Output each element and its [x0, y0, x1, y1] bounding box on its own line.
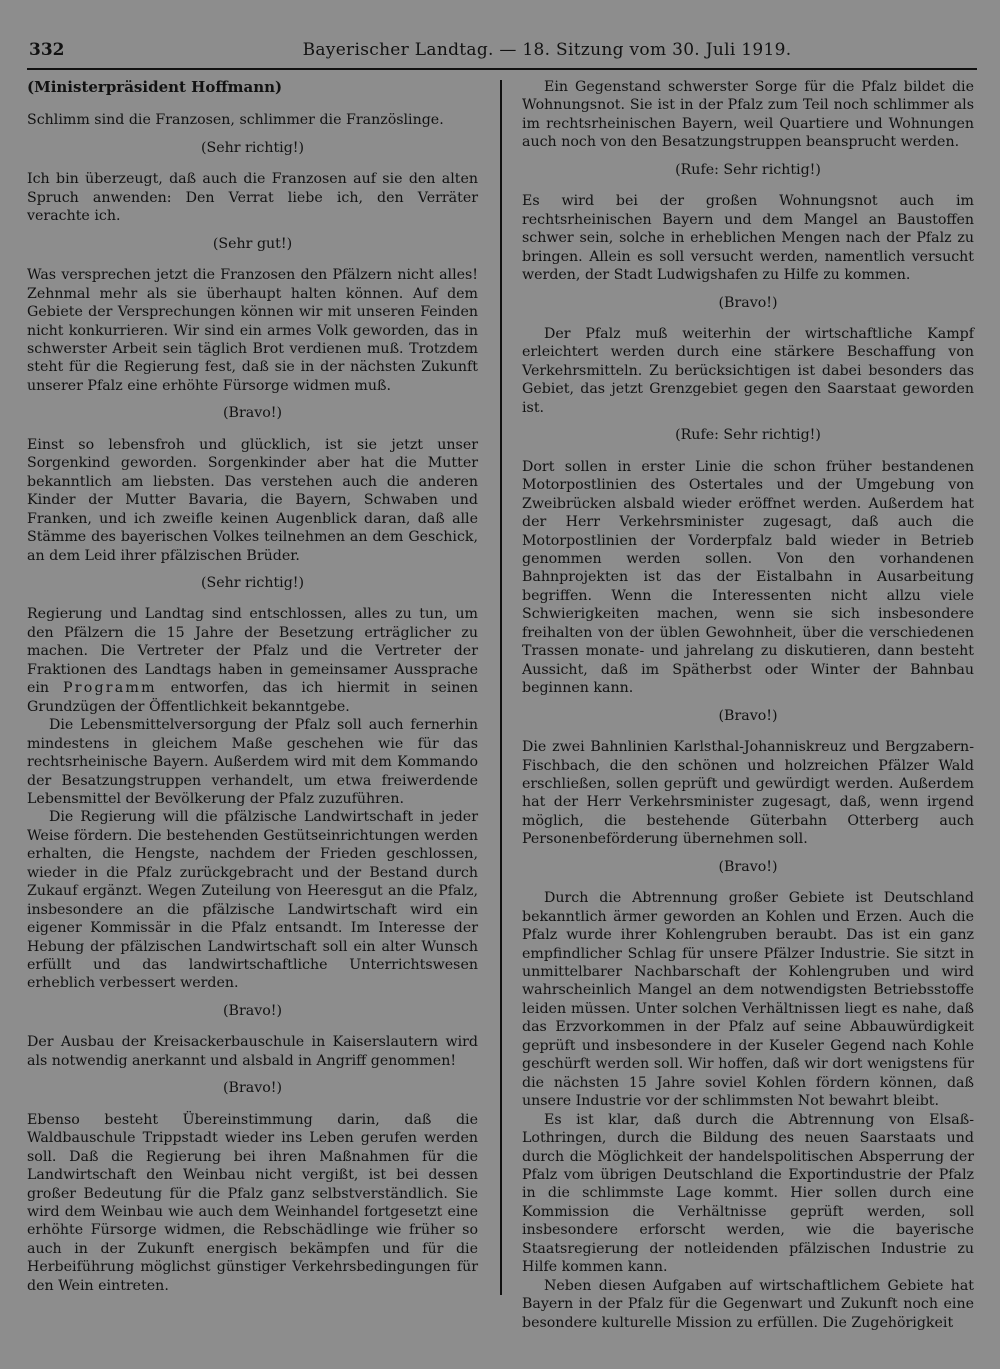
- running-title: Bayerischer Landtag. — 18. Sitzung vom 30. Juli 1919.: [302, 40, 792, 60]
- audience-reaction: (Bravo!): [223, 405, 282, 422]
- audience-reaction: (Bravo!): [223, 1002, 282, 1019]
- paragraph: Es wird bei der großen Wohnungsnot auch im rechtsrheinischen Bayern und dem Mangel an Baustoffen schwer sein, solche in erheblichen Mengen nach der Pfalz zu bringen. Allein es soll versucht werden, namentlich versucht werden, der Stadt Ludwigshafen zu Hilfe zu kommen.: [522, 193, 974, 284]
- audience-reaction: (Bravo!): [718, 858, 778, 875]
- audience-reaction: (Bravo!): [223, 1080, 282, 1097]
- paragraph: Die Lebensmittelversorgung der Pfalz soll auch fernerhin mindestens in gleichem Maße geschehen wie für das rechtsrheinische Bayern. Außerdem wird mit dem Kommando der Besatzungstruppen verhandelt, um etwa freiwerdende Lebensmittel der Bevölkerung der Pfalz zuzuführen.: [27, 717, 478, 807]
- audience-reaction: (Sehr richtig!): [200, 139, 305, 156]
- paragraph: Schlimm sind die Franzosen, schlimmer die Französlinge.: [27, 112, 444, 129]
- paragraph: Ebenso besteht Übereinstimmung darin, daß die Waldbauschule Trippstadt wieder ins Leben gerufen werden soll. Daß die Regierung bei ihren Maßnahmen für die Landwirtschaft den Weinbau nicht vergißt, ist bei dessen großer Bedeutung für die Pfalz ganz selbstverständlich. Sie wird dem Weinbau wie auch dem Weinhandel fortgesetzt eine erhöhte Fürsorge widmen, die Rebschädlinge wie früher so auch in der Zukunft energisch bekämpfen und für die Herbeiführung möglichst günstiger Verkehrsbedingungen für den Wein eintreten.: [27, 1111, 478, 1294]
- paragraph: Die Regierung will die pfälzische Landwirtschaft in jeder Weise fördern. Die bestehenden Gestütseinrichtungen werden erhalten, die Hengste, nachdem der Frieden geschlossen, wieder in die Pfalz zurückgebracht und der Bestand durch Zukauf ergänzt. Wegen Zuteilung von Heeresgut an die Pfalz, insbesondere an die pfälzische Landwirtschaft wird ein eigener Kommissär in die Pfalz entsandt. Im Interesse der Hebung der pfälzischen Landwirtschaft soll ein alter Wunsch erfüllt und das landwirtschaftliche Unterrichtswesen erheblich verbessert werden.: [27, 809, 478, 992]
- paragraph: Durch die Abtrennung großer Gebiete ist Deutschland bekanntlich ärmer geworden an Kohlen und Erzen. Auch die Pfalz wurde ihrer Kohlengruben beraubt. Das ist ein ganz empfindlicher Schlag für unsere Pfälzer Industrie. Sie sitzt in unmittelbarer Nachbarschaft der Kohlengruben und wird wahrscheinlich Mangel an dem notwendigsten Betriebsstoffe leiden müssen. Unter solchen Verhältnissen liegt es nahe, daß das Erzvorkommen in der Pfalz auf seine Abbauwürdigkeit geprüft und insbesondere in der Kuseler Gegend nach Kohle geschürft werden soll. Wir hoffen, daß wir dort wenigstens für die nächsten 15 Jahre soviel Kohlen fördern können, daß unsere Industrie vor der schlimmsten Not bewahrt bleibt.: [522, 890, 974, 1110]
- page-header: [27, 38, 977, 70]
- paragraph-program: [27, 605, 478, 716]
- paragraph: Dort sollen in erster Linie die schon früher bestandenen Motorpostlinien des Ostertales und der Umgebung von Zweibrücken alsbald wieder eröffnet werden. Außerdem hat der Herr Verkehrsminister zugesagt, daß auch die Motorpostlinien der Vorderpfalz bald wieder in Betrieb genommen werden sollen. Von den vorhandenen Bahnprojekten ist das der Eistalbahn in Ausarbeitung begriffen. Wenn die Interessenten nicht allzu viele Schwierigkeiten machen, wenn sie sich insbesondere freihalten von der üblen Gewohnheit, über die verschiedenen Trassen monate- und jahrelang zu diskutieren, dann besteht Aussicht, daß im Spätherbst oder Winter der Bahnbau beginnen kann.: [522, 458, 974, 697]
- paragraph: Ich bin überzeugt, daß auch die Franzosen auf sie den alten Spruch anwenden: Den Verrat liebe ich, den Verräter verachte ich.: [27, 171, 478, 225]
- paragraph-text: entworfen, das ich hiermit in seinen Grundzügen der Öffentlichkeit bekanntgebe.: [27, 680, 478, 715]
- paragraph-text: Regierung und Landtag sind entschlossen, alles zu tun, um den Pfälzern die 15 Jahre der Besetzung erträglicher zu machen. Die Vertreter der Pfalz und die Vertreter der Fraktionen des Landtags haben in gemeinsamer Aussprache ein: [27, 606, 478, 697]
- audience-reaction: (Sehr gut!): [212, 235, 293, 252]
- page-number: 332: [29, 40, 65, 60]
- column-divider: [500, 80, 502, 1295]
- paragraph: Es ist klar, daß durch die Abtrennung von Elsaß-Lothringen, durch die Bildung des neuen Saarstaats und durch die Möglichkeit der handelspolitischen Absperrung der Pfalz vom übrigen Deutschland die Exportindustrie der Pfalz in die schlimmste Lage kommt. Hier sollen durch eine Kommission die Verhältnisse geprüft werden, soll insbesondere erforscht werden, wie die bayerische Staatsregierung der notleidenden pfälzischen Industrie zu Hilfe kommen kann.: [522, 1111, 974, 1276]
- paragraph: Einst so lebensfroh und glücklich, ist sie jetzt unser Sorgenkind geworden. Sorgenkinder aber hat die Mutter bekanntlich am liebsten. Das verstehen auch die anderen Kinder der Mutter Bavaria, die Bayern, Schwaben und Franken, und ich zweifle keinen Augenblick daran, daß alle Stämme des bayerischen Volkes teilnehmen an dem Geschick, an dem Leid ihrer pfälzischen Brüder.: [27, 436, 478, 564]
- audience-reaction: (Sehr richtig!): [200, 574, 305, 591]
- emphasized-word: Programm: [63, 680, 157, 697]
- paragraph: Was versprechen jetzt die Franzosen den Pfälzern nicht alles! Zehnmal mehr als sie überhaupt halten können. Auf dem Gebiete der Versprechungen können wir mit unseren Feinden nicht konkurrieren. Wir sind ein armes Volk geworden, das in schwerster Arbeit sein täglich Brot verdienen muß. Trotzdem steht für die Regierung fest, daß sie in der nächsten Zukunft unserer Pfalz eine erhöhte Fürsorge widmen muß.: [27, 267, 478, 394]
- paragraph: Ein Gegenstand schwerster Sorge für die Pfalz bildet die Wohnungsnot. Sie ist in der Pfalz zum Teil noch schlimmer als im rechtsrheinischen Bayern, weil Quartiere und Wohnungen auch noch von den Besatzungstruppen beansprucht werden.: [522, 79, 974, 151]
- right-column: [522, 78, 974, 1332]
- audience-reaction: (Bravo!): [718, 294, 778, 311]
- paragraph: Neben diesen Aufgaben auf wirtschaftlichem Gebiete hat Bayern in der Pfalz für die Gegenwart und Zukunft noch eine besondere kulturelle Mission zu erfüllen. Die Zugehörigkeit: [522, 1277, 974, 1331]
- paragraph: Die zwei Bahnlinien Karlsthal-Johanniskreuz und Bergzabern-Fischbach, die den schönen und holzreichen Pfälzer Wald erschließen, sollen geprüft und gewürdigt werden. Außerdem hat der Herr Verkehrsminister zugesagt, daß, wenn irgend möglich, die bestehende Güterbahn Otterberg auch Personenbeförderung übernehmen soll.: [522, 739, 974, 848]
- left-column: [27, 78, 478, 1295]
- audience-reaction: (Rufe: Sehr richtig!): [675, 427, 821, 444]
- speaker-label: (Ministerpräsident Hoffmann): [27, 78, 283, 96]
- audience-reaction: (Rufe: Sehr richtig!): [675, 161, 821, 178]
- paragraph: Der Ausbau der Kreisackerbauschule in Kaiserslautern wird als notwendig anerkannt und alsbald in Angriff genommen!: [27, 1034, 478, 1069]
- audience-reaction: (Bravo!): [718, 707, 778, 724]
- paragraph: Der Pfalz muß weiterhin der wirtschaftliche Kampf erleichtert werden durch eine stärkere Beschaffung von Verkehrsmitteln. Zu berücksichtigen ist dabei besonders das Gebiet, das jetzt Grenzgebiet gegen den Saarstaat geworden ist.: [522, 325, 974, 416]
